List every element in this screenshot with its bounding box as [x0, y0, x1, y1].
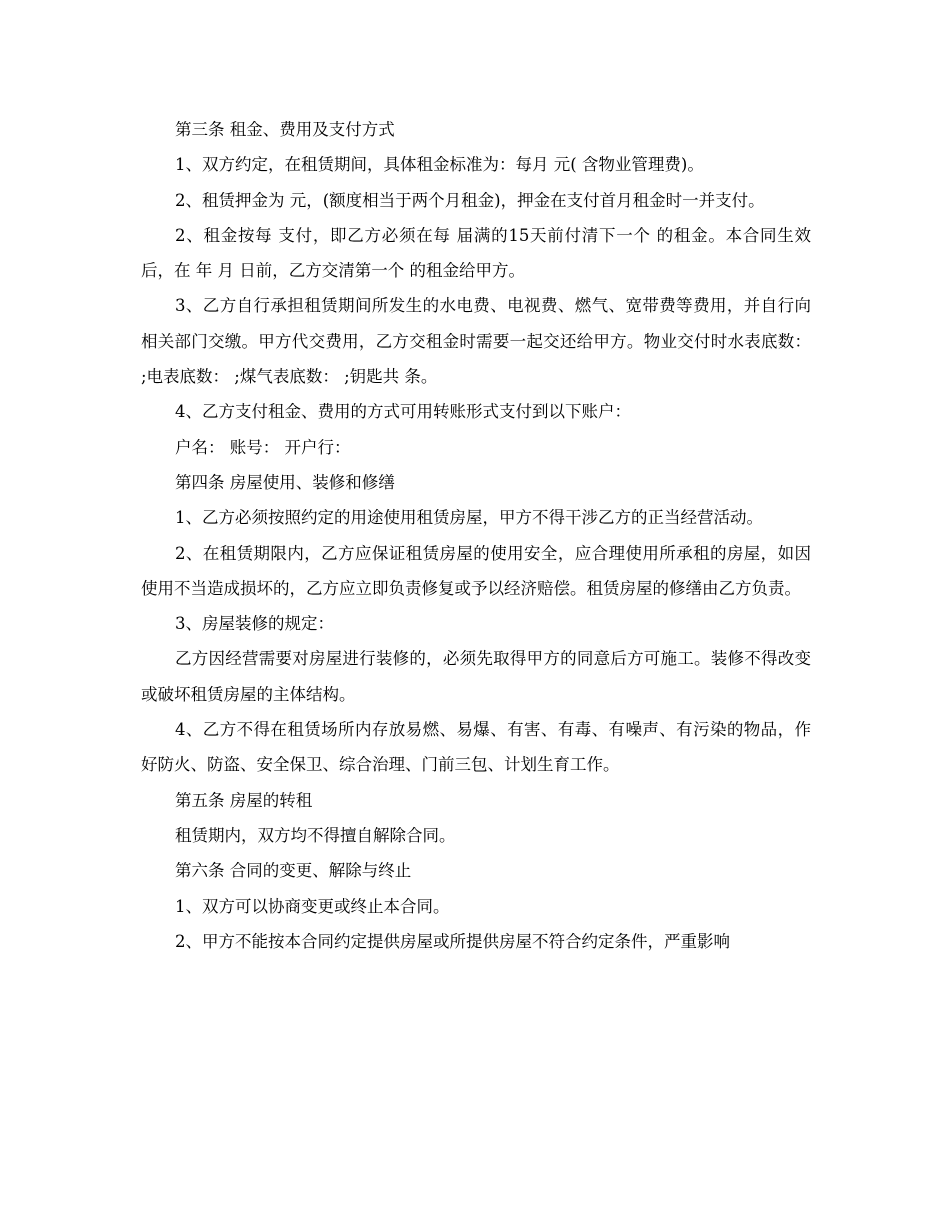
paragraph: 乙方因经营需要对房屋进行装修的，必须先取得甲方的同意后方可施工。装修不得改变或破坏租赁房屋的主体结构。	[141, 649, 811, 704]
paragraph: 4、乙方支付租金、费用的方式可用转账形式支付到以下账户：	[175, 402, 631, 422]
section-heading-3: 第三条 租金、费用及支付方式	[175, 120, 395, 139]
paragraph: 2、在租赁期限内，乙方应保证租赁房屋的使用安全，应合理使用所承租的房屋，如因使用不当造成损坏的，乙方应立即负责修复或予以经济赔偿。租赁房屋的修缮由乙方负责。	[141, 543, 811, 598]
paragraph: 3、乙方自行承担租赁期间所发生的水电费、电视费、燃气、宽带费等费用，并自行向相关部门交缴。甲方代交费用，乙方交租金时需要一起交还给甲方。物业交付时水表底数： ;电表底数： ;煤气表底数： ;钥匙共 条。	[141, 296, 811, 387]
paragraph: 1、双方约定，在租赁期间，具体租金标准为：每月 元( 含物业管理费)。	[175, 155, 704, 175]
section-heading-4: 第四条 房屋使用、装修和修缮	[175, 472, 395, 492]
paragraph: 1、乙方必须按照约定的用途使用租赁房屋，甲方不得干涉乙方的正当经营活动。	[175, 508, 763, 528]
paragraph: 2、租赁押金为 元，(额度相当于两个月租金)，押金在支付首月租金时一并支付。	[175, 190, 765, 210]
document-body	[141, 112, 811, 959]
section-heading-6: 第六条 合同的变更、解除与终止	[175, 861, 412, 881]
paragraph: 4、乙方不得在租赁场所内存放易燃、易爆、有害、有毒、有噪声、有污染的物品，作好防火、防盗、安全保卫、综合治理、门前三包、计划生育工作。	[141, 720, 811, 775]
section-heading-5: 第五条 房屋的转租	[175, 790, 313, 810]
paragraph: 户名： 账号： 开户行：	[175, 437, 351, 457]
paragraph: 1、双方可以协商变更或终止本合同。	[175, 896, 450, 916]
paragraph: 2、租金按每 支付，即乙方必须在每 届满的15天前付清下一个 的租金。本合同生效后，在 年 月 日前，乙方交清第一个 的租金给甲方。	[141, 225, 811, 281]
paragraph: 租赁期内，双方均不得擅自解除合同。	[175, 825, 456, 845]
paragraph: 3、房屋装修的规定：	[175, 614, 334, 634]
paragraph: 2、甲方不能按本合同约定提供房屋或所提供房屋不符合约定条件，严重影响	[175, 931, 730, 951]
